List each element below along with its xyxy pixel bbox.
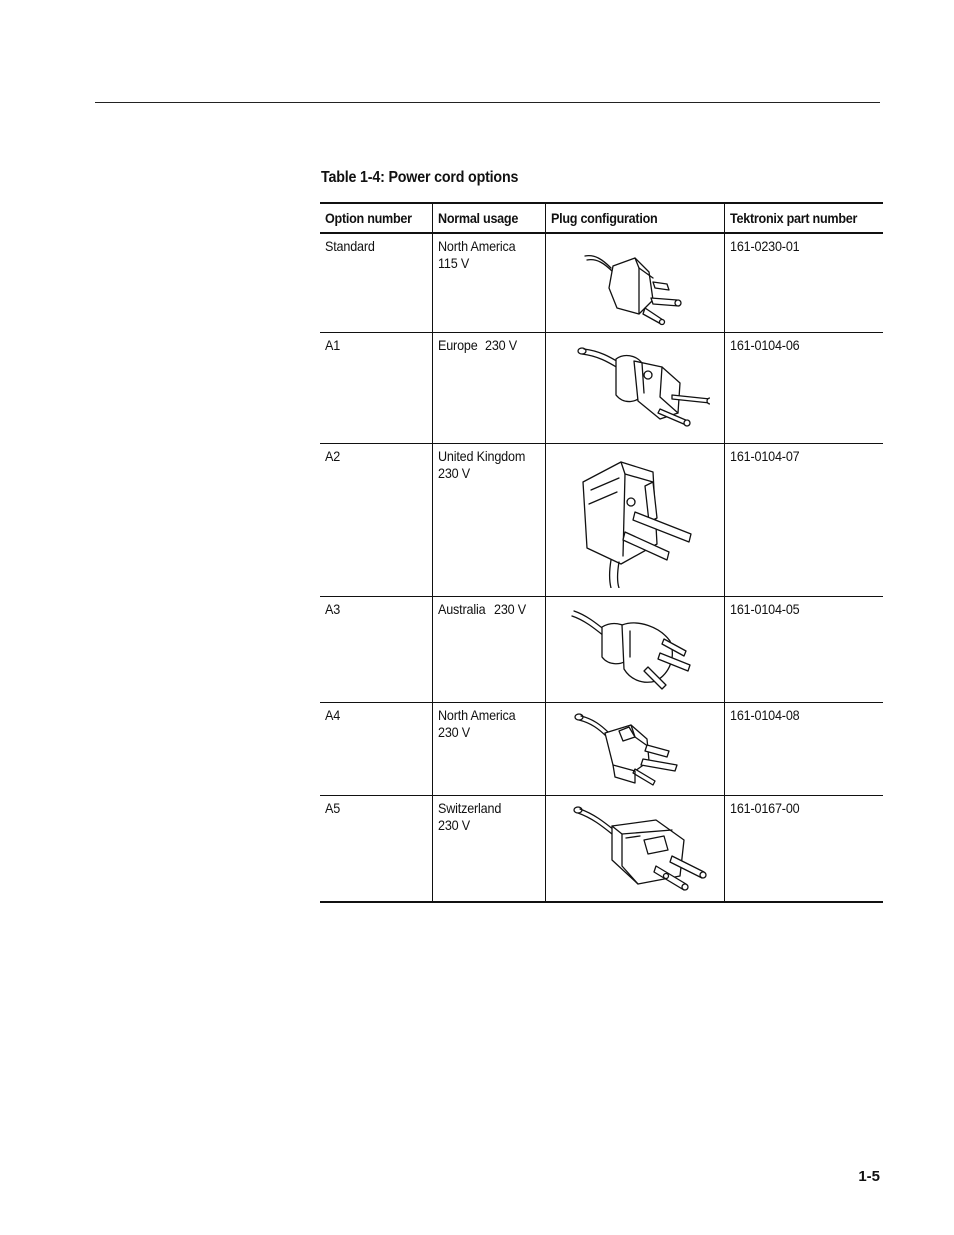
column-header-normal-usage: Normal usage [432,203,545,233]
page-number: 1-5 [858,1168,880,1185]
table-row [320,795,883,902]
part-number-cell: 161-0104-07 [724,443,883,596]
table-row [320,233,883,332]
normal-usage-cell: United Kingdom 230 V [432,443,545,596]
option-number-cell: Standard [320,233,432,332]
option-number-cell: A4 [320,702,432,795]
table-row [320,443,883,596]
australia-plug-icon [560,601,710,697]
normal-usage-cell: Switzerland 230 V [432,795,545,902]
option-number-cell: A1 [320,332,432,443]
option-number-cell: A2 [320,443,432,596]
plug-configuration-cell [545,233,724,332]
table-row [320,702,883,795]
power-cord-options-table [320,202,883,903]
switzerland-plug-icon [560,800,710,898]
header-rule [95,102,880,103]
column-header-option-number: Option number [320,203,432,233]
table-row [320,332,883,443]
north-america-115v-plug-icon [565,238,705,328]
plug-configuration-cell [545,596,724,702]
column-header-plug-configuration: Plug configuration [545,203,724,233]
part-number-cell: 161-0104-06 [724,332,883,443]
normal-usage-cell: North America 230 V [432,702,545,795]
option-number-cell: A5 [320,795,432,902]
table-caption: Table 1-4: Power cord options [321,169,519,186]
plug-configuration-cell [545,332,724,443]
united-kingdom-plug-icon [565,448,705,588]
part-number-cell: 161-0104-08 [724,702,883,795]
option-number-cell: A3 [320,596,432,702]
plug-configuration-cell [545,443,724,596]
column-header-part-number: Tektronix part number [724,203,883,233]
part-number-cell: 161-0167-00 [724,795,883,902]
table-header-row [320,203,883,233]
europe-plug-icon [560,337,710,437]
normal-usage-cell: Europe 230 V [432,332,545,443]
plug-configuration-cell [545,795,724,902]
normal-usage-cell: North America 115 V [432,233,545,332]
table-row [320,596,883,702]
normal-usage-cell: Australia 230 V [432,596,545,702]
part-number-cell: 161-0104-05 [724,596,883,702]
plug-configuration-cell [545,702,724,795]
part-number-cell: 161-0230-01 [724,233,883,332]
north-america-230v-plug-icon [565,707,705,791]
